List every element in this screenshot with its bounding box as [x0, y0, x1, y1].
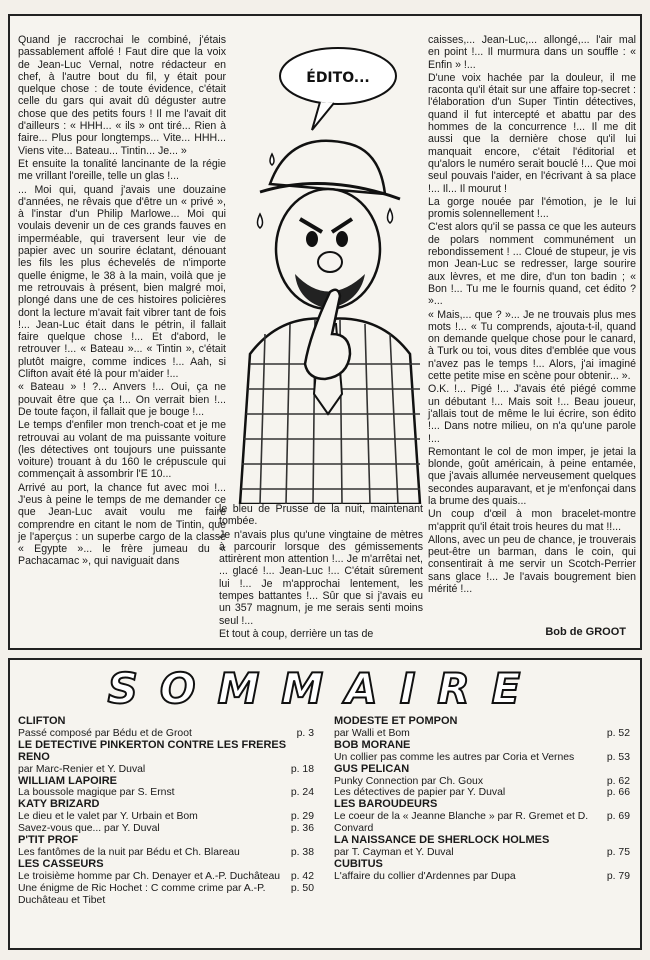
- toc-column-left: [18, 716, 314, 907]
- toc-page-number: p. 38: [290, 846, 314, 858]
- editorial-paragraph: O.K. !... Pigé !... J'avais été piégé comme un débutant !... Mais soit !... Beau joueur, j'allais tout de même le lui écrire, son édito !... Dans notre milieu, on n'a qu'une parole !...: [428, 383, 636, 445]
- toc-series-title: LE DETECTIVE PINKERTON CONTRE LES FRERES RENO: [18, 738, 287, 763]
- toc-entry-title: par Walli et Bom: [334, 727, 410, 739]
- author-signature: Bob de GROOT: [545, 626, 626, 638]
- toc-entry-title: La boussole magique par S. Ernst: [18, 787, 175, 799]
- sommaire-title: SOMMAIRE: [107, 664, 543, 713]
- toc-page-number: p. 18: [290, 763, 314, 775]
- editorial-column-left: [18, 34, 226, 569]
- editorial-paragraph: D'une voix hachée par la douleur, il me raconta qu'il était sur une affaire top-secret : l'élaboration d'un Super Tintin détectives, quand il fut intercepté et abattu par des hommes de la concurrence !... Il me dit aussi que la dernière chose qu'il lui manquait encore, c'était l'éditorial et qu'alors le numéro serait bouclé !... Que moi seul pouvais l'aider, en l'écrivant à sa place !... Il... Il mourut !: [428, 71, 636, 195]
- toc-series-title: MODESTE ET POMPON: [334, 715, 458, 727]
- editorial-paragraph: Remontant le col de mon imper, je jetai la blonde, goût américain, à peine entamée, que j'avais allumée nerveusement quelques secondes auparavant, et je m'enfonçai dans la brume des quais...: [428, 445, 636, 507]
- toc-series-title: GUS PELICAN: [334, 762, 410, 775]
- toc-entry-title: Passé composé par Bédu et de Groot: [18, 727, 192, 739]
- toc-page-number: p. 53: [606, 751, 630, 763]
- toc-page-number: p. 29: [290, 811, 314, 823]
- toc-entry-title: Le dieu et le valet par Y. Urbain et Bom: [18, 811, 198, 823]
- toc-entry: [334, 871, 630, 883]
- editorial-frame: [8, 14, 642, 650]
- toc-entry-title: Le troisième homme par Ch. Denayer et A.-P. Duchâteau: [18, 870, 281, 882]
- table-of-contents: [8, 658, 642, 950]
- toc-entry: [334, 776, 630, 788]
- toc-entry: [18, 811, 314, 823]
- editorial-paragraph: La gorge nouée par l'émotion, je le lui promis solennellement !...: [428, 195, 636, 221]
- detective-illustration: [220, 34, 425, 504]
- editorial-paragraph: Quand je raccrochai le combiné, j'étais passablement affolé ! Faut dire que la voix de Jean-Luc Vernal, notre rédacteur en chef, à l'autre bout du fil, y était pour quelque chose : de toute évidence, c'était celle du gars qui avait dû déguster autre chose que des petits fours ! Il me l'avait dit d'ailleurs : « HHH... « ils » ont tiré... Rien à faire... Plus pour longtemps... Vite... HHH... Viens vite... Bateau... Tintin... Je... »: [18, 34, 226, 157]
- toc-entry-title: Punky Connection par Ch. Goux: [334, 775, 484, 787]
- editorial-paragraph: Je n'avais plus qu'une vingtaine de mètres à parcourir lorsque des gémissements attirèrent mon attention !... Je m'arrêtai net, ... glacé !... Jean-Luc !... C'était sûrement lui !... Je m'approchai lentement, les tempes battantes !... Sûr que si j'avais eu un 357 magnum, je me serais senti moins seul !...: [219, 528, 423, 627]
- editorial-paragraph: « Bateau » ! ?... Anvers !... Oui, ça ne pouvait être que ça !... On verrait bien !... De toute façon, il fallait que je bouge !...: [18, 381, 226, 418]
- toc-entry: [18, 883, 314, 907]
- toc-page-number: p. 75: [606, 846, 630, 858]
- editorial-paragraph: Le temps d'enfiler mon trench-coat et je me retrouvai au volant de ma puissante voiture (les détectives ont toujours une puissante voiture) trouant à du 160 le crépuscule qui commençait à assombrir l'E 10...: [18, 419, 226, 481]
- editorial-paragraph: caisses,... Jean-Luc,... allongé,... l'air mal en point !... Il murmura dans un souffle : « Enfin » !...: [428, 34, 636, 71]
- toc-page-number: p. 62: [606, 775, 630, 787]
- toc-entry-title: Une énigme de Ric Hochet : C comme crime par A.-P. Duchâteau et Tibet: [18, 882, 266, 906]
- toc-entry-title: par Marc-Renier et Y. Duval: [18, 763, 146, 775]
- editorial-paragraph: C'est alors qu'il se passa ce que les auteurs de polars nomment communément un rebondissement ! ... Cloué de stupeur, je vis mon Jean-Luc se redresser, large sourire aux lèvres, et me dire, d'un ton badin ; « Bon !... Tu me le fournis quand, cet édito ? »...: [428, 221, 636, 308]
- toc-page-number: p. 69: [606, 811, 630, 823]
- toc-page-number: p. 24: [290, 787, 314, 799]
- toc-entry-title: L'affaire du collier d'Ardennes par Dupa: [334, 870, 516, 882]
- bubble-text: ÉDITO...: [306, 70, 370, 86]
- toc-entry-title: Savez-vous que... par Y. Duval: [18, 823, 160, 835]
- sommaire-heading: [10, 664, 640, 712]
- toc-page-number: p. 50: [290, 882, 314, 894]
- toc-series-title: WILLIAM LAPOIRE: [18, 774, 117, 787]
- editorial-paragraph: ... Moi qui, quand j'avais une douzaine d'années, ne rêvais que d'être un « privé », à l'instar d'un Philip Marlowe... Moi qui voulais devenir un de ces grands fauves en imperméable, qui traversent leur vie de papier avec un sourire éclatant, dénouant les fils les plus échevelés de n'importe quelle énigme, le 38 à la main, voilà que je me retrouvais à présent, bien malgré moi, plongé dans une de ces histoires policières dont la lecture m'avait fait vibrer tant de fois !... Jean-Luc était dans le pétrin, il fallait faire quelque chose !... Et d'abord, le retrouver !... « Bateau »... « Tintin », c'était plutôt maigre, comme indices !... Aah, si Clifton avait été là pour m'aider !...: [18, 183, 226, 381]
- editorial-paragraph: Un coup d'œil à mon bracelet-montre m'apprit qu'il était trois heures du mat !!...: [428, 508, 636, 533]
- toc-page-number: p. 66: [606, 787, 630, 799]
- toc-series-title: LES BAROUDEURS: [334, 798, 438, 811]
- toc-page-number: p. 36: [290, 823, 314, 835]
- toc-series-title: LA NAISSANCE DE SHERLOCK HOLMES: [334, 834, 550, 847]
- toc-entry: [18, 764, 314, 776]
- editorial-column-right: [428, 34, 636, 596]
- editorial-paragraph: Arrivé au port, la chance fut avec moi !... J'eus à peine le temps de me demander ce que Jean-Luc avait voulu me faire comprendre en citant le nom de Tintin, que je l'aperçus : un superbe cargo de la classe « Egypte »... le frère jumeau du « Pachacamac », qui naviguait dans: [18, 481, 226, 568]
- toc-page-number: p. 42: [290, 870, 314, 882]
- toc-entry: [18, 871, 314, 883]
- toc-entry: [334, 752, 630, 764]
- toc-entry-title: Le coeur de la « Jeanne Blanche » par R. Gremet et D. Convard: [334, 811, 589, 835]
- editorial-paragraph: Et ensuite la tonalité lancinante de la régie me vrillant l'oreille, telle un glas !...: [18, 157, 226, 183]
- editorial-paragraph: « Mais,... que ? »... Je ne trouvais plus mes mots !... « Tu comprends, ajouta-t-il, quand on demande quelque chose pour le canard, à Turk ou toi, vous dites d'emblée que vous n'avez pas le temps !... Alors, j'ai imaginé cette petite mise en scène pour obtenir... ».: [428, 308, 636, 383]
- toc-page-number: p. 52: [606, 727, 630, 739]
- editorial-paragraph: Et tout à coup, derrière un tas de: [219, 627, 374, 640]
- toc-entry-title: par T. Cayman et Y. Duval: [334, 846, 454, 858]
- toc-column-right: [334, 716, 630, 883]
- toc-entry-title: Un collier pas comme les autres par Coria et Vernes: [334, 751, 575, 763]
- toc-series-title: CLIFTON: [18, 715, 66, 727]
- toc-page-number: p. 79: [606, 870, 630, 882]
- toc-entry-title: Les détectives de papier par Y. Duval: [334, 787, 506, 799]
- toc-page-number: p. 3: [296, 727, 314, 739]
- toc-series-title: CUBITUS: [334, 857, 383, 870]
- toc-series-title: BOB MORANE: [334, 738, 411, 751]
- editorial-paragraph: Allons, avec un peu de chance, je trouverais peut-être un barman, dans le coin, qui consentirait à me servir un Scotch-Perrier sans glace !... Je l'avais bougrement bien mérité !...: [428, 533, 636, 596]
- toc-series-title: KATY BRIZARD: [18, 798, 100, 811]
- toc-entry: [334, 811, 630, 835]
- toc-series-title: LES CASSEURS: [18, 857, 104, 870]
- editorial-paragraph: le bleu de Prusse de la nuit, maintenant tombée.: [219, 503, 423, 528]
- toc-series-title: P'TIT PROF: [18, 834, 79, 847]
- toc-entry-title: Les fantômes de la nuit par Bédu et Ch. Blareau: [18, 846, 240, 858]
- editorial-column-middle: [219, 503, 423, 641]
